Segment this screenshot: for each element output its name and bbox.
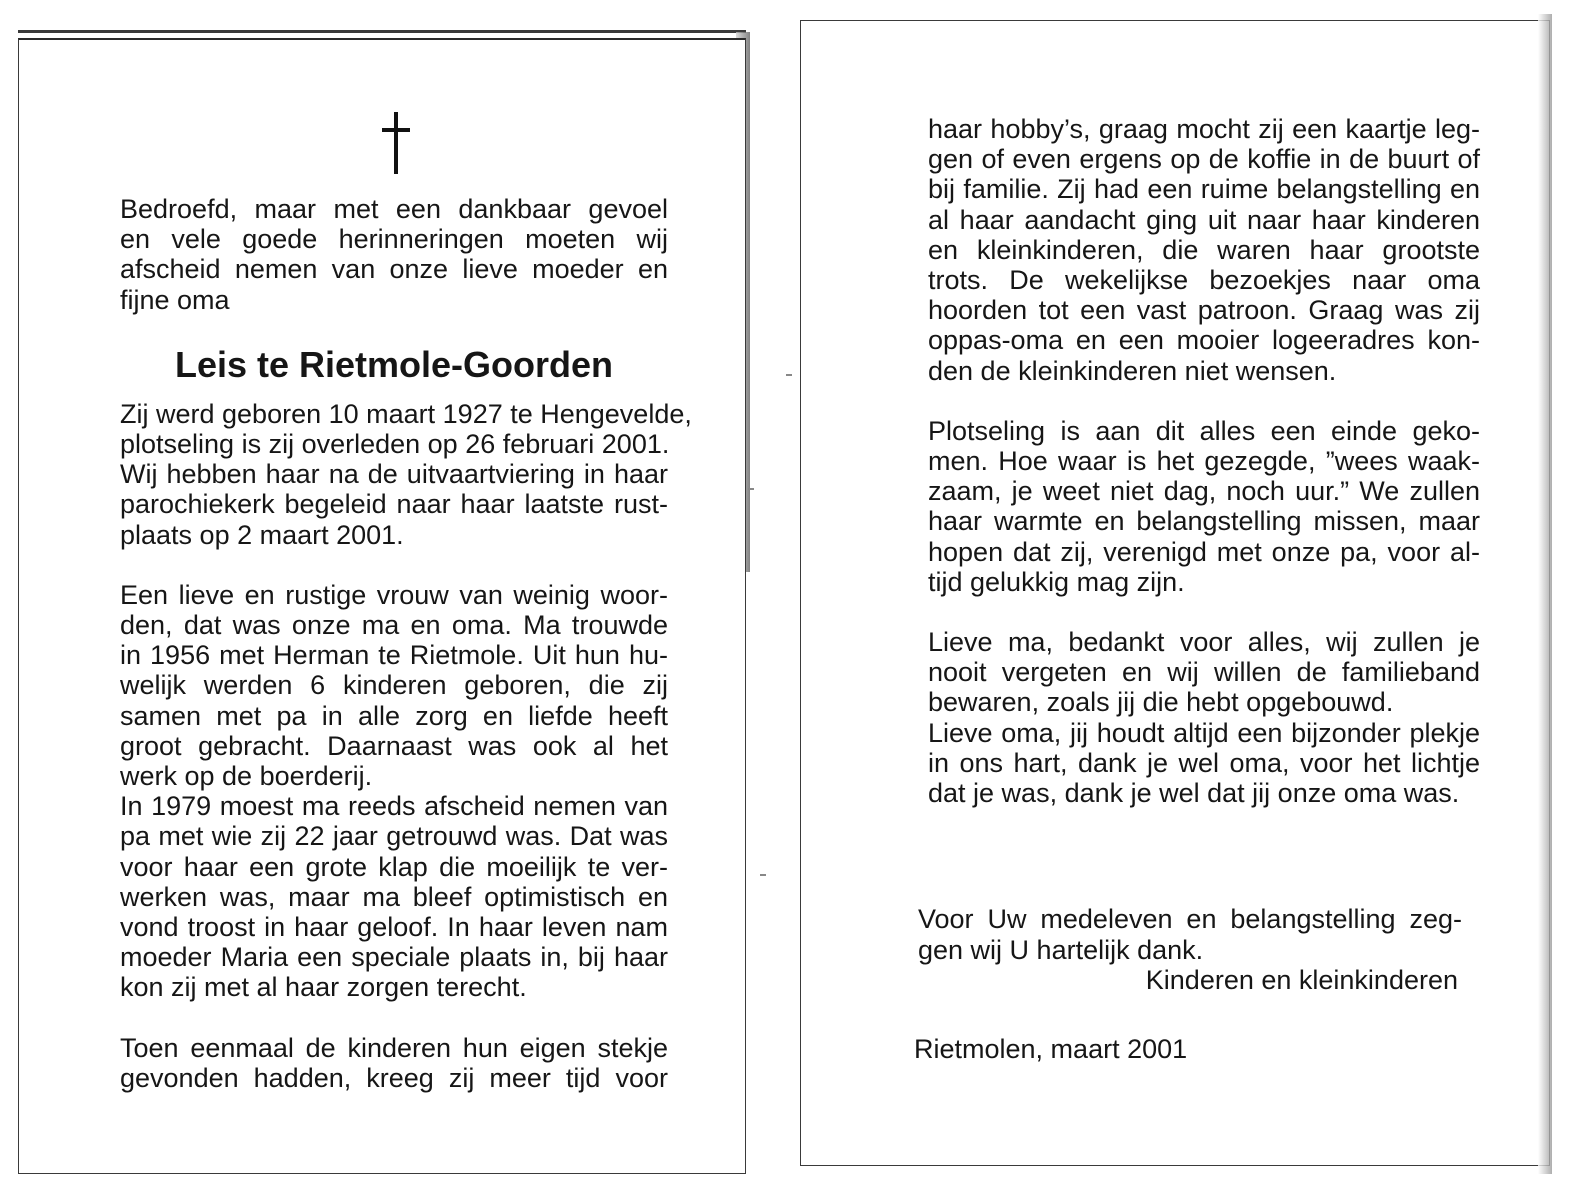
left-text-column xyxy=(120,194,692,1093)
life-paragraph: Een lieve en rustige vrouw van weinig woor- den, dat was onze ma en oma. Ma trouwde in 1956 met Herman te Rietmole. Uit hun hu- welijk werden 6 kinderen geboren, die zij samen met pa in alle zorg en liefde heeft groot gebracht. Daarnaast was ook al het werk op de boerderij. xyxy=(120,579,668,792)
birth-death-paragraph: Zij werd geboren 10 maart 1927 te Hengevelde, plotseling is zij overleden op 26 februari 2001. Wij hebben haar na de uitvaartviering in haar parochiekerk begeleid naar haar laatste rust- plaats op 2 maart 2001. xyxy=(120,398,692,550)
intro-paragraph: Bedroefd, maar met een dankbaar gevoel en vele goede herinneringen moeten wij afscheid nemen van onze lieve moeder en fijne oma xyxy=(120,194,668,315)
thanks-paragraph: Lieve ma, bedankt voor alles, wij zullen je nooit vergeten en wij willen de familieband bewaren, zoals jij die hebt opgebouwd. xyxy=(928,627,1480,718)
scan-speck xyxy=(760,874,766,876)
right-text-column xyxy=(928,114,1480,808)
left-card-top-edge xyxy=(18,30,746,33)
sudden-paragraph: Plotseling is aan dit alles een einde geko- men. Hoe waar is het gezegde, ”wees waak- zaam, je weet niet dag, noch uur.” We zullen haar warmte en belangstelling missen, maar hopen dat zij, verenigd met onze pa, voor al- tijd gelukkig mag zijn. xyxy=(928,415,1480,597)
place-date: Rietmolen, maart 2001 xyxy=(914,1034,1188,1064)
right-card-fold-shadow xyxy=(1538,14,1552,1174)
loss-paragraph: In 1979 moest ma reeds afscheid nemen van pa met wie zij 22 jaar getrouwd was. Dat was voor haar een grote klap die moeilijk te ver- werken was, maar ma bleef optimistisch en vond troost in haar geloof. In haar leven nam moeder Maria een speciale plaats in, bij haar kon zij met al haar zorgen terecht. xyxy=(120,791,668,1003)
signature: Kinderen en kleinkinderen xyxy=(1145,965,1458,995)
hobby-paragraph: haar hobby’s, graag mocht zij een kaartje leg- gen of even ergens op de koffie in de buurt of bij familie. Zij had een ruime belangstelling en al haar aandacht ging uit naar haar kinderen en kleinkinderen, die waren haar grootste trots. De wekelijkse bezoekjes naar oma hoorden tot een vast patroon. Graag was zij oppas-oma en een mooier logeeradres kon- den de kleinkinderen niet wensen. xyxy=(928,114,1480,386)
closing-paragraph: Voor Uw medeleven en belangstelling zeg- gen wij U hartelijk dank. Kinderen en kleinkinderen xyxy=(918,904,1462,995)
cross-icon xyxy=(374,112,418,174)
oma-paragraph: Lieve oma, jij houdt altijd een bijzonder plekje in ons hart, dank je wel oma, voor het lichtje dat je was, dank je wel dat jij onze oma was. xyxy=(928,717,1480,809)
later-paragraph: Toen eenmaal de kinderen hun eigen stekje gevonden hadden, kreeg zij meer tijd voor xyxy=(120,1032,668,1093)
deceased-name: Leis te Rietmole-Goorden xyxy=(174,343,614,385)
scan-speck xyxy=(786,374,792,376)
scan-speck xyxy=(748,488,754,490)
